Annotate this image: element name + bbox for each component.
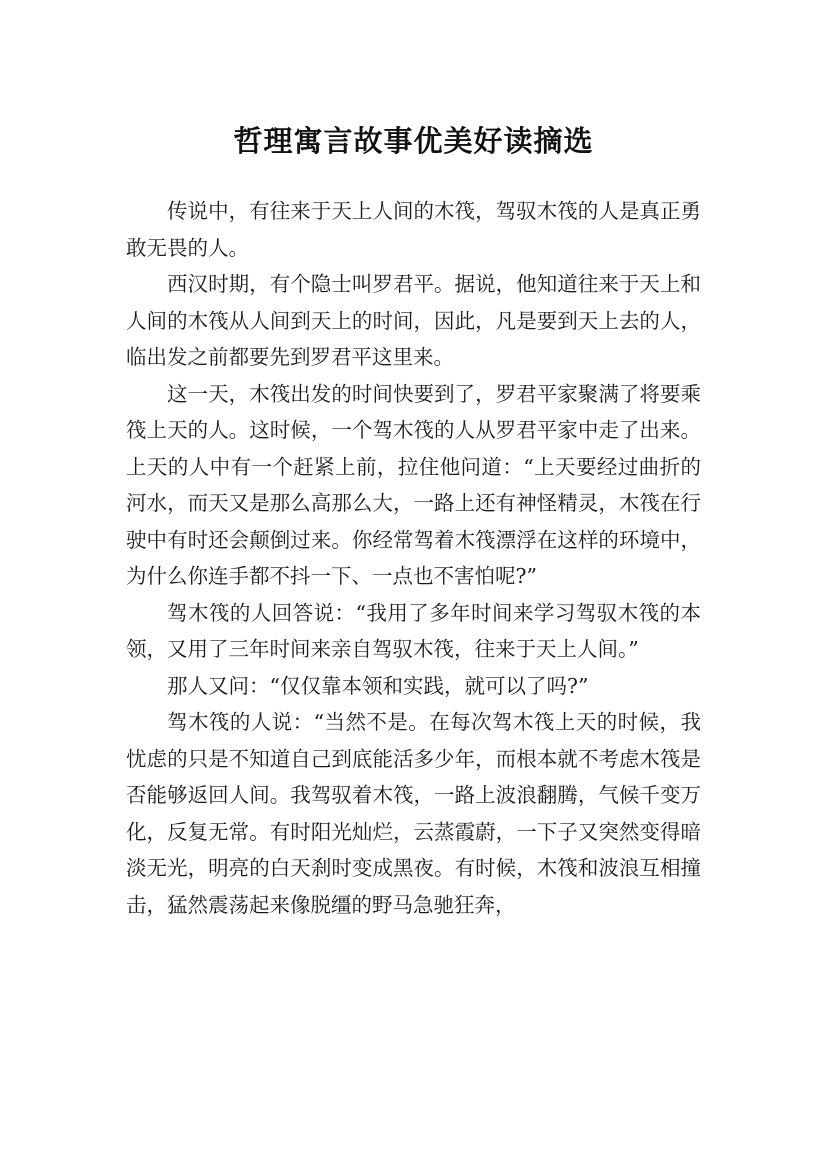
document-body <box>126 193 701 923</box>
document-title: 哲理寓言故事优美好读摘选 <box>233 124 594 159</box>
paragraph: 传说中，有往来于天上人间的木筏，驾驭木筏的人是真正勇敢无畏的人。 <box>126 199 701 260</box>
paragraph: 驾木筏的人回答说：“我用了多年时间来学习驾驭木筏的本领，又用了三年时间来亲自驾驭木筏，往来于天上人间。” <box>126 600 701 661</box>
paragraph: 那人又问：“仅仅靠本领和实践，就可以了吗?” <box>167 673 589 698</box>
paragraph: 驾木筏的人说：“当然不是。在每次驾木筏上天的时候，我忧虑的只是不知道自己到底能活多少年，而根本就不考虑木筏是否能够返回人间。我驾驭着木筏，一路上波浪翻腾，气候千变万化，反复无常。有时阳光灿烂，云蒸霞蔚，一下子又突然变得暗淡无光，明亮的白天刹时变成黑夜。有时候，木筏和波浪互相撞击，猛然震荡起来像脱缰的野马急驰狂奔， <box>126 710 701 917</box>
paragraph: 这一天，木筏出发的时间快要到了，罗君平家聚满了将要乘筏上天的人。这时候，一个驾木筏的人从罗君平家中走了出来。上天的人中有一个赶紧上前，拉住他问道：“上天要经过曲折的河水，而天又是那么高那么大，一路上还有神怪精灵，木筏在行驶中有时还会颠倒过来。你经常驾着木筏漂浮在这样的环境中，为什么你连手都不抖一下、一点也不害怕呢?” <box>126 381 701 588</box>
paragraph: 西汉时期，有个隐士叫罗君平。据说，他知道往来于天上和人间的木筏从人间到天上的时间，因此，凡是要到天上去的人，临出发之前都要先到罗君平这里来。 <box>126 272 701 369</box>
